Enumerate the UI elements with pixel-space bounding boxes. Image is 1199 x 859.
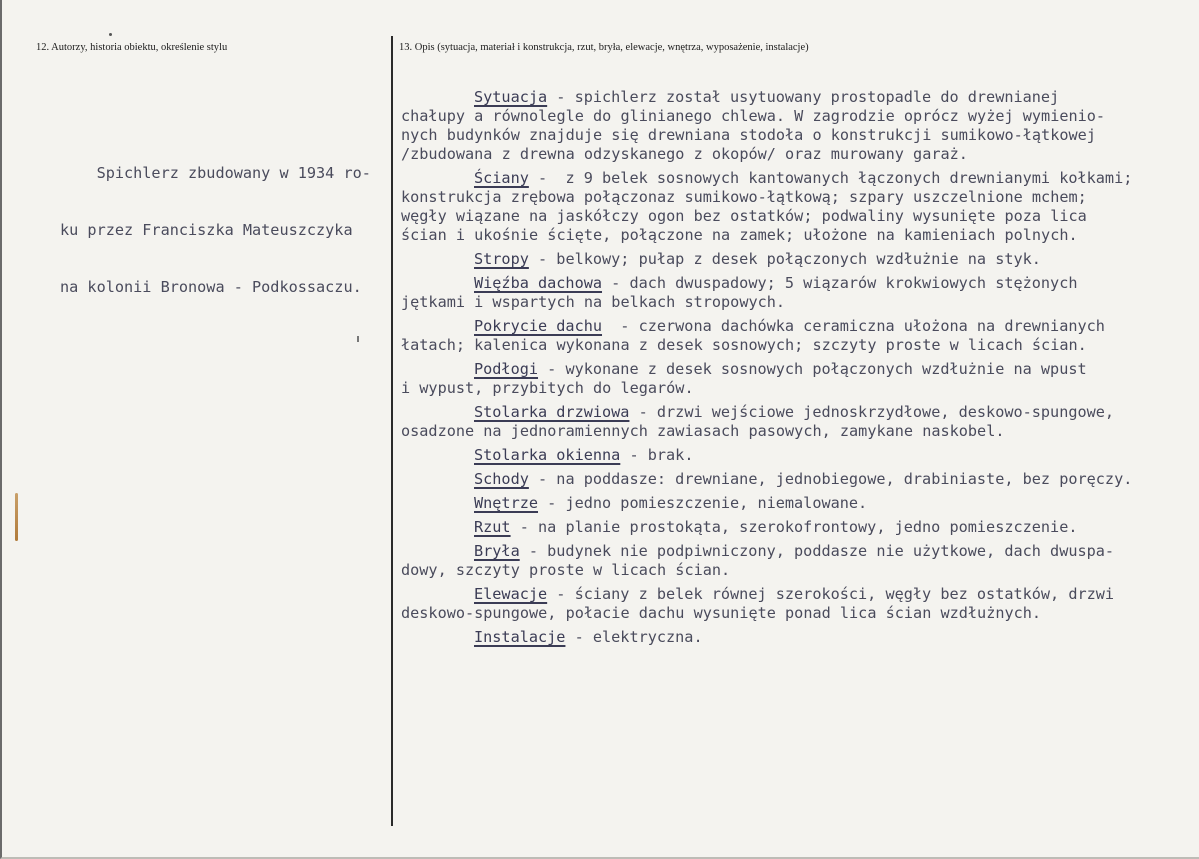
section-line: osadzone na jednoramiennych zawiasach pasowych, zamykane naskobel. — [401, 422, 1005, 440]
header-authors-history: 12. Autorzy, historia obiektu, określenie stylu — [36, 42, 228, 53]
section-heading: Podłogi — [474, 360, 539, 378]
section-heading: Instalacje — [474, 628, 566, 646]
description-section — [401, 494, 1132, 513]
header-description: 13. Opis (sytuacja, materiał i konstrukcja, rzut, bryła, elewacje, wnętrza, wyposażenie, instalacje) — [399, 42, 809, 53]
section-line: deskowo-spungowe, połacie dachu wysunięte ponad lica ścian wzdłużnych. — [401, 604, 1042, 622]
section-line: węgły wiązane na jaskółczy ogon bez ostatków; podwaliny wysunięte poza lica — [401, 207, 1087, 225]
section-first-line — [401, 446, 1132, 465]
section-heading: Stolarka okienna — [474, 446, 621, 464]
section-line: jętkami i wspartych na belkach stropowych. — [401, 293, 786, 311]
section-first-line — [401, 250, 1132, 269]
section-heading: Wnętrze — [474, 494, 539, 512]
description-section — [401, 470, 1132, 489]
section-first-line — [401, 585, 1132, 604]
history-line: na kolonii Bronowa - Podkossaczu. — [60, 278, 362, 296]
column-divider — [391, 36, 393, 826]
section-heading: Sytuacja — [474, 88, 548, 106]
section-text: - elektryczna. — [565, 628, 703, 646]
section-first-line — [401, 317, 1132, 336]
section-line: konstrukcja zrębowa połączonaz sumikowo-łątkową; szpary uszczelnione mchem; — [401, 188, 1087, 206]
section-first-line — [401, 360, 1132, 379]
section-text: - drzwi wejściowe jednoskrzydłowe, deskowo-spungowe, — [629, 403, 1115, 421]
section-text: - na planie prostokąta, szerokofrontowy, jedno pomieszczenie. — [510, 518, 1078, 536]
section-heading: Elewacje — [474, 585, 548, 603]
section-first-line — [401, 518, 1132, 537]
section-line: łatach; kalenica wykonana z desek sosnowych; szczyty proste w licach ścian. — [401, 336, 1087, 354]
section-text: - wykonane z desek sosnowych połączonych wzdłużnie na wpust — [538, 360, 1087, 378]
section-line: ścian i ukośnie ścięte, połączone na zamek; ułożone na kamieniach polnych. — [401, 226, 1078, 244]
description-section — [401, 88, 1132, 164]
section-text: - ściany z belek równej szerokości, węgły bez ostatków, drzwi — [547, 585, 1115, 603]
description-section — [401, 446, 1132, 465]
section-text: - z 9 belek sosnowych kantowanych łączonych drewnianymi kołkami; — [528, 169, 1133, 187]
section-text: - na poddasze: drewniane, jednobiegowe, drabiniaste, bez poręczy. — [528, 470, 1133, 488]
description-section — [401, 628, 1132, 647]
section-heading: Pokrycie dachu — [474, 317, 603, 335]
section-heading: Schody — [474, 470, 529, 488]
section-text: - brak. — [620, 446, 694, 464]
section-line: chałupy a równolegle do glinianego chlewa. W zagrodzie oprócz wyżej wymienio- — [401, 107, 1106, 125]
section-text: - spichlerz został usytuowany prostopadle do drewnianej — [547, 88, 1060, 106]
description-section — [401, 317, 1132, 355]
description-text — [401, 88, 1132, 652]
section-first-line — [401, 169, 1132, 188]
section-first-line — [401, 494, 1132, 513]
section-first-line — [401, 403, 1132, 422]
section-line: i wypust, przybitych do legarów. — [401, 379, 694, 397]
section-heading: Bryła — [474, 542, 520, 560]
section-heading: Rzut — [474, 518, 511, 536]
section-text: - czerwona dachówka ceramiczna ułożona na drewnianych — [602, 317, 1105, 335]
section-first-line — [401, 628, 1132, 647]
history-line: ku przez Franciszka Mateuszczyka — [60, 221, 353, 239]
description-section — [401, 518, 1132, 537]
description-section — [401, 274, 1132, 312]
section-line: nych budynków znajduje się drewniana stodoła o konstrukcji sumikowo-łątkowej — [401, 126, 1096, 144]
section-line: /zbudowana z drewna odzyskanego z okopów/ oraz murowany garaż. — [401, 145, 968, 163]
description-section — [401, 360, 1132, 398]
description-section — [401, 169, 1132, 245]
section-line: dowy, szczyty proste w licach ścian. — [401, 561, 731, 579]
history-line: Spichlerz zbudowany w 1934 ro- — [60, 164, 371, 182]
description-section — [401, 403, 1132, 441]
staple-mark — [15, 493, 18, 541]
section-text: - belkowy; pułap z desek połączonych wzdłużnie na styk. — [528, 250, 1041, 268]
section-first-line — [401, 542, 1132, 561]
section-heading: Ściany — [474, 169, 529, 187]
description-section — [401, 250, 1132, 269]
section-text: - budynek nie podpiwniczony, poddasze nie użytkowe, dach dwuspa- — [519, 542, 1115, 560]
section-first-line — [401, 88, 1132, 107]
ink-dot — [109, 33, 112, 36]
section-first-line — [401, 470, 1132, 489]
description-section — [401, 585, 1132, 623]
section-heading: Więźba dachowa — [474, 274, 603, 292]
section-heading: Stolarka drzwiowa — [474, 403, 630, 421]
description-section — [401, 542, 1132, 580]
history-text — [60, 88, 371, 378]
section-heading: Stropy — [474, 250, 529, 268]
section-text: - dach dwuspadowy; 5 wiązarów krokwiowych stężonych — [602, 274, 1078, 292]
section-text: - jedno pomieszczenie, niemalowane. — [538, 494, 868, 512]
section-first-line — [401, 274, 1132, 293]
